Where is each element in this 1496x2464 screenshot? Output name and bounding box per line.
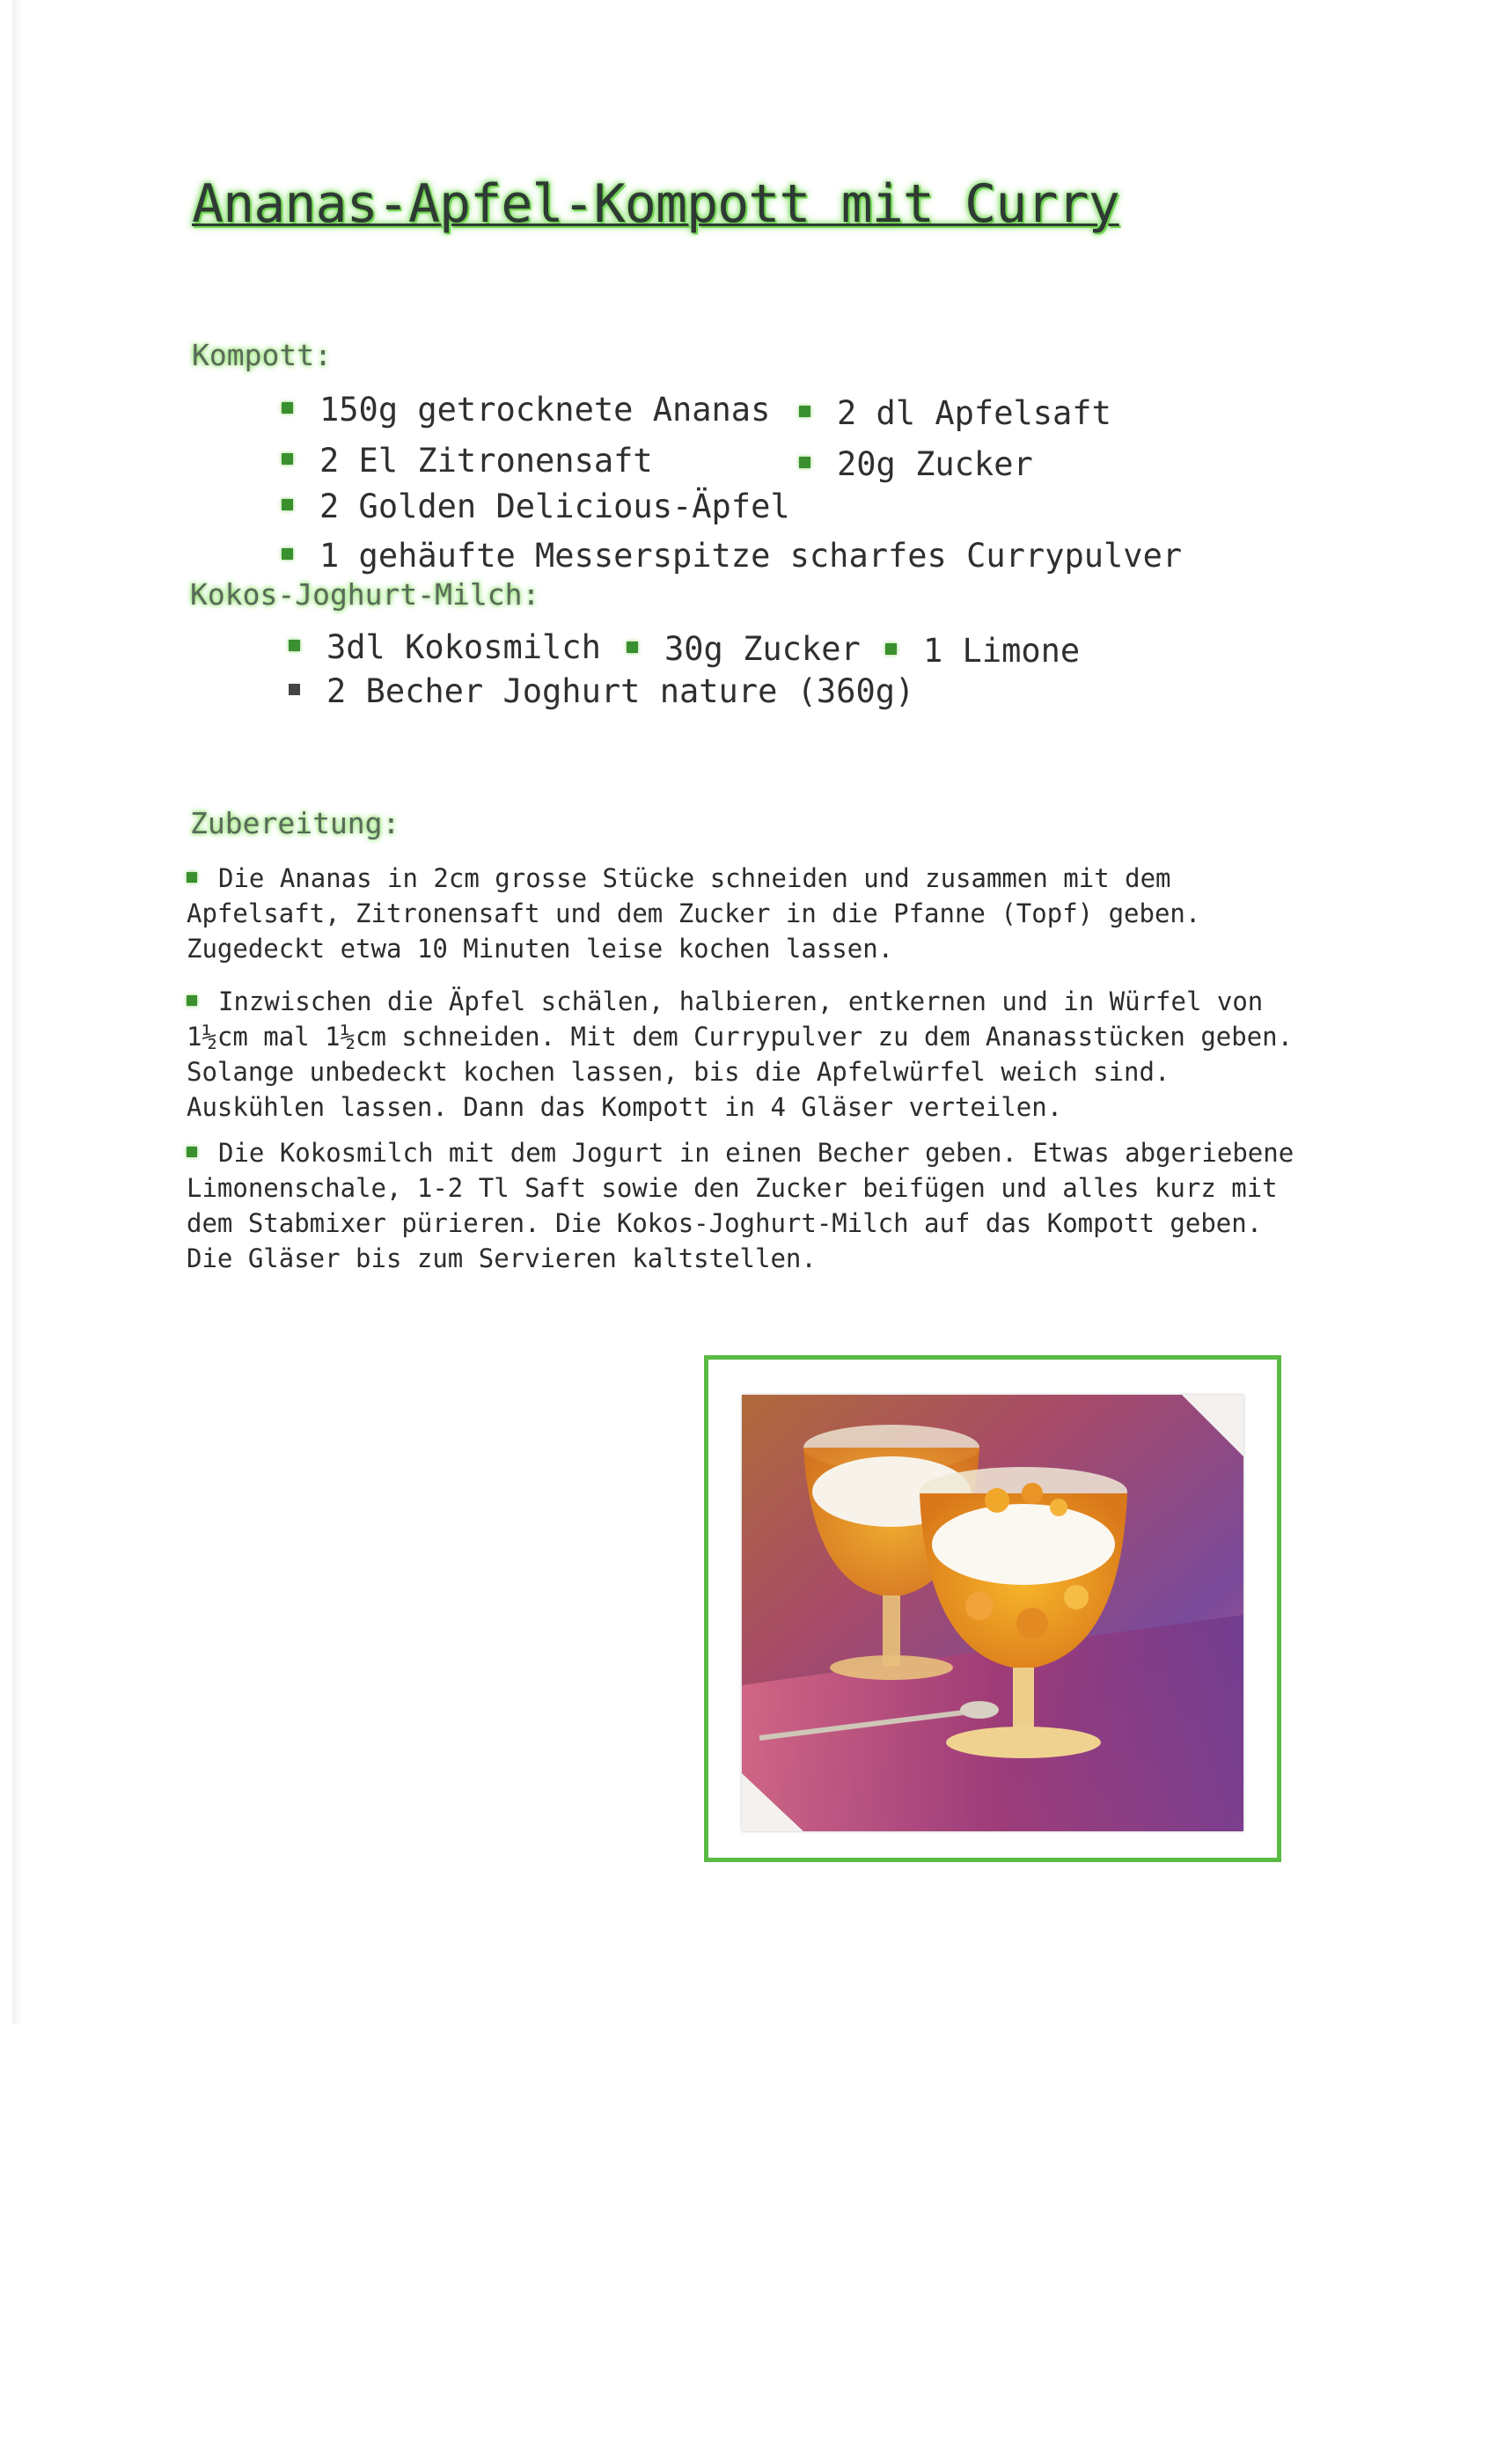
ingredient-item: 2 El Zitronensaft bbox=[282, 440, 653, 482]
preparation-step: Die Kokosmilch mit dem Jogurt in einen Becher geben. Etwas abgeriebene Limonenschale, 1-2 Tl Saft sowie den Zucker beifügen und alles kurz mit dem Stabmixer pürieren. Die Kokos-Joghurt-Milch auf das Kompott geben. Die Gläser bis zum Servieren kaltstellen. bbox=[187, 1138, 1294, 1273]
bullet-icon bbox=[282, 453, 293, 465]
bullet-icon bbox=[187, 995, 197, 1006]
bullet-icon bbox=[282, 499, 293, 510]
bullet-icon bbox=[799, 406, 810, 417]
bullet-icon bbox=[289, 684, 300, 695]
bullet-icon bbox=[799, 457, 810, 468]
bullet-icon bbox=[289, 640, 300, 651]
ingredient-item: 2 dl Apfelsaft bbox=[799, 392, 1111, 435]
ingredient-item: 1 gehäufte Messerspitze scharfes Currypulver bbox=[282, 535, 1182, 577]
ingredient-item: 20g Zucker bbox=[799, 444, 1033, 486]
ingredient-item: 3dl Kokosmilch bbox=[289, 627, 601, 669]
photo-frame bbox=[704, 1355, 1281, 1862]
ingredient-item: 2 Golden Delicious-Äpfel bbox=[282, 486, 790, 528]
kompott-label: Kompott: bbox=[192, 338, 332, 372]
bullet-icon bbox=[187, 1147, 197, 1157]
bullet-icon bbox=[282, 402, 293, 414]
bullet-icon bbox=[885, 643, 897, 655]
bullet-icon bbox=[282, 548, 293, 560]
ingredient-item: 2 Becher Joghurt nature (360g) bbox=[289, 671, 914, 713]
ingredient-item: 30g Zucker bbox=[627, 628, 861, 671]
zubereitung-label: Zubereitung: bbox=[190, 806, 400, 840]
ingredient-item: 150g getrocknete Ananas bbox=[282, 389, 770, 431]
bullet-icon bbox=[187, 872, 197, 883]
scan-edge-shadow bbox=[12, 0, 23, 2024]
preparation-step: Inzwischen die Äpfel schälen, halbieren, entkernen und in Würfel von 1½cm mal 1½cm schneiden. Mit dem Currypulver zu dem Ananasstücken geben. Solange unbedeckt kochen lassen, bis die Apfelwürfel weich sind. Auskühlen lassen. Dann das Kompott in 4 Gläser verteilen. bbox=[187, 986, 1294, 1122]
recipe-title: Ananas-Apfel-Kompott mit Curry bbox=[192, 173, 1119, 235]
preparation-step: Die Ananas in 2cm grosse Stücke schneiden und zusammen mit dem Apfelsaft, Zitronensaft und dem Zucker in die Pfanne (Topf) geben. Zugedeckt etwa 10 Minuten leise kochen lassen. bbox=[187, 863, 1201, 964]
dessert-illustration bbox=[742, 1395, 1243, 1831]
dessert-photo bbox=[742, 1395, 1243, 1831]
bullet-icon bbox=[627, 642, 638, 653]
ingredient-item: 1 Limone bbox=[885, 630, 1080, 672]
kokos-label: Kokos-Joghurt-Milch: bbox=[190, 577, 540, 612]
